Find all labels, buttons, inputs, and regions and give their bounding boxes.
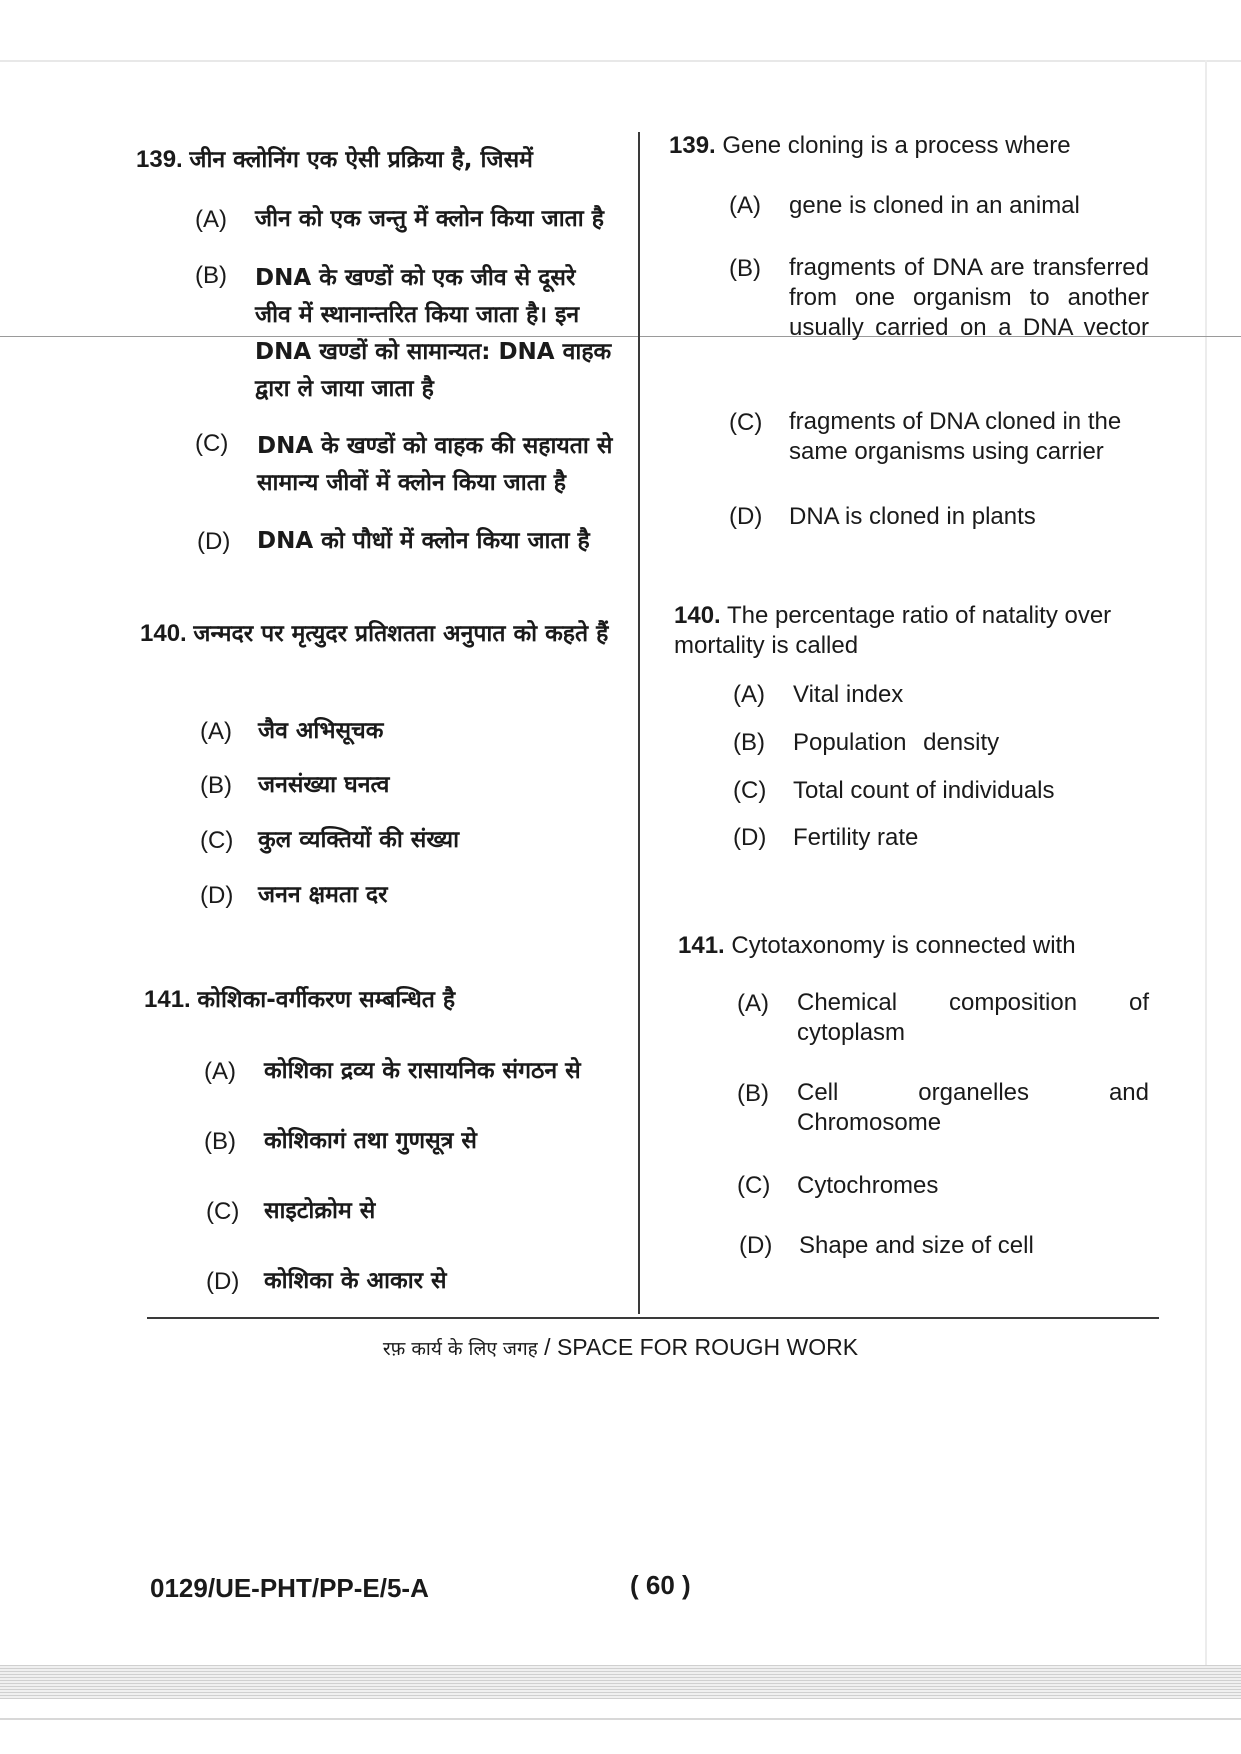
question-number: 139. xyxy=(669,132,716,159)
question-number: 140. xyxy=(140,620,187,647)
option-c: (C) DNA के खण्डों को वाहक की सहायता से सामान्य जीवों में क्लोन किया जाता है xyxy=(195,430,613,496)
question-stem: Cytotaxonomy is connected with xyxy=(731,932,1076,959)
scan-edge xyxy=(0,1665,1241,1699)
question-stem: जन्मदर पर मृत्युदर प्रतिशतता अनुपात को कहते हैं xyxy=(193,621,609,647)
option-b: (B) कोशिकागं तथा गुणसूत्र से xyxy=(204,1128,477,1155)
option-d: (D) जनन क्षमता दर xyxy=(200,882,388,909)
option-a: (A) Chemical composition of cytoplasm xyxy=(737,989,1149,1046)
question-number: 141. xyxy=(678,932,725,959)
option-b: (B) Cell organelles and Chromosome xyxy=(737,1079,1149,1136)
option-b: (B) जनसंख्या घनत्व xyxy=(200,772,390,799)
option-c: (C) कुल व्यक्तियों की संख्या xyxy=(200,827,460,854)
question-stem: कोशिका-वर्गीकरण सम्बन्धित है xyxy=(197,987,456,1013)
rough-work-label: रफ़ कार्य के लिए जगह / SPACE FOR ROUGH WORK xyxy=(382,1334,859,1360)
option-c: (C) साइटोक्रोम से xyxy=(206,1198,376,1225)
option-a: (A) कोशिका द्रव्य के रासायनिक संगठन से xyxy=(204,1058,581,1085)
paper-code: 0129/UE-PHT/PP-E/5-A xyxy=(150,1573,429,1603)
option-c: (C) fragments of DNA cloned in the same organisms using carrier xyxy=(729,408,1122,465)
option-a: (A) gene is cloned in an animal xyxy=(729,192,1080,219)
page-edge xyxy=(1205,60,1207,1680)
option-b: (B) DNA के खण्डों को एक जीव से दूसरे जीव में स्थानान्तरित किया जाता है। इन DNA खण्डों को सामान्यत: DNA वाहक द्वारा ले जाया जाता है xyxy=(195,262,612,402)
option-a: (A) जैव अभिसूचक xyxy=(200,718,384,745)
page-edge xyxy=(0,60,1241,62)
option-c: (C) Total count of individuals xyxy=(733,777,1055,804)
option-d: (D) DNA को पौधों में क्लोन किया जाता है xyxy=(197,528,590,555)
question-stem: जीन क्लोनिंग एक ऐसी प्रक्रिया है, जिसमें xyxy=(189,147,533,173)
option-b: (B) fragments of DNA are transferred from one organism to another usually carried on a DNA vector xyxy=(729,254,1149,341)
option-d: (D) Fertility rate xyxy=(733,824,919,851)
option-a: (A) Vital index xyxy=(733,681,904,708)
page-number: ( 60 ) xyxy=(630,1570,691,1600)
column-divider xyxy=(638,132,640,1314)
option-b: (B) Population density xyxy=(733,729,1000,756)
option-d: (D) कोशिका के आकार से xyxy=(206,1268,447,1295)
option-d: (D) DNA is cloned in plants xyxy=(729,503,1036,530)
bottom-rule xyxy=(147,1317,1159,1319)
question-number: 141. xyxy=(144,986,191,1013)
question-number: 139. xyxy=(136,146,183,173)
option-d: (D) Shape and size of cell xyxy=(739,1232,1034,1259)
question-number: 140. xyxy=(674,602,721,629)
question-stem: The percentage ratio of natality over mortality is called xyxy=(674,602,1112,659)
option-a: (A) जीन को एक जन्तु में क्लोन किया जाता है xyxy=(195,206,604,233)
question-stem: Gene cloning is a process where xyxy=(722,132,1071,159)
option-c: (C) Cytochromes xyxy=(737,1172,939,1199)
scan-edge xyxy=(0,1718,1241,1720)
